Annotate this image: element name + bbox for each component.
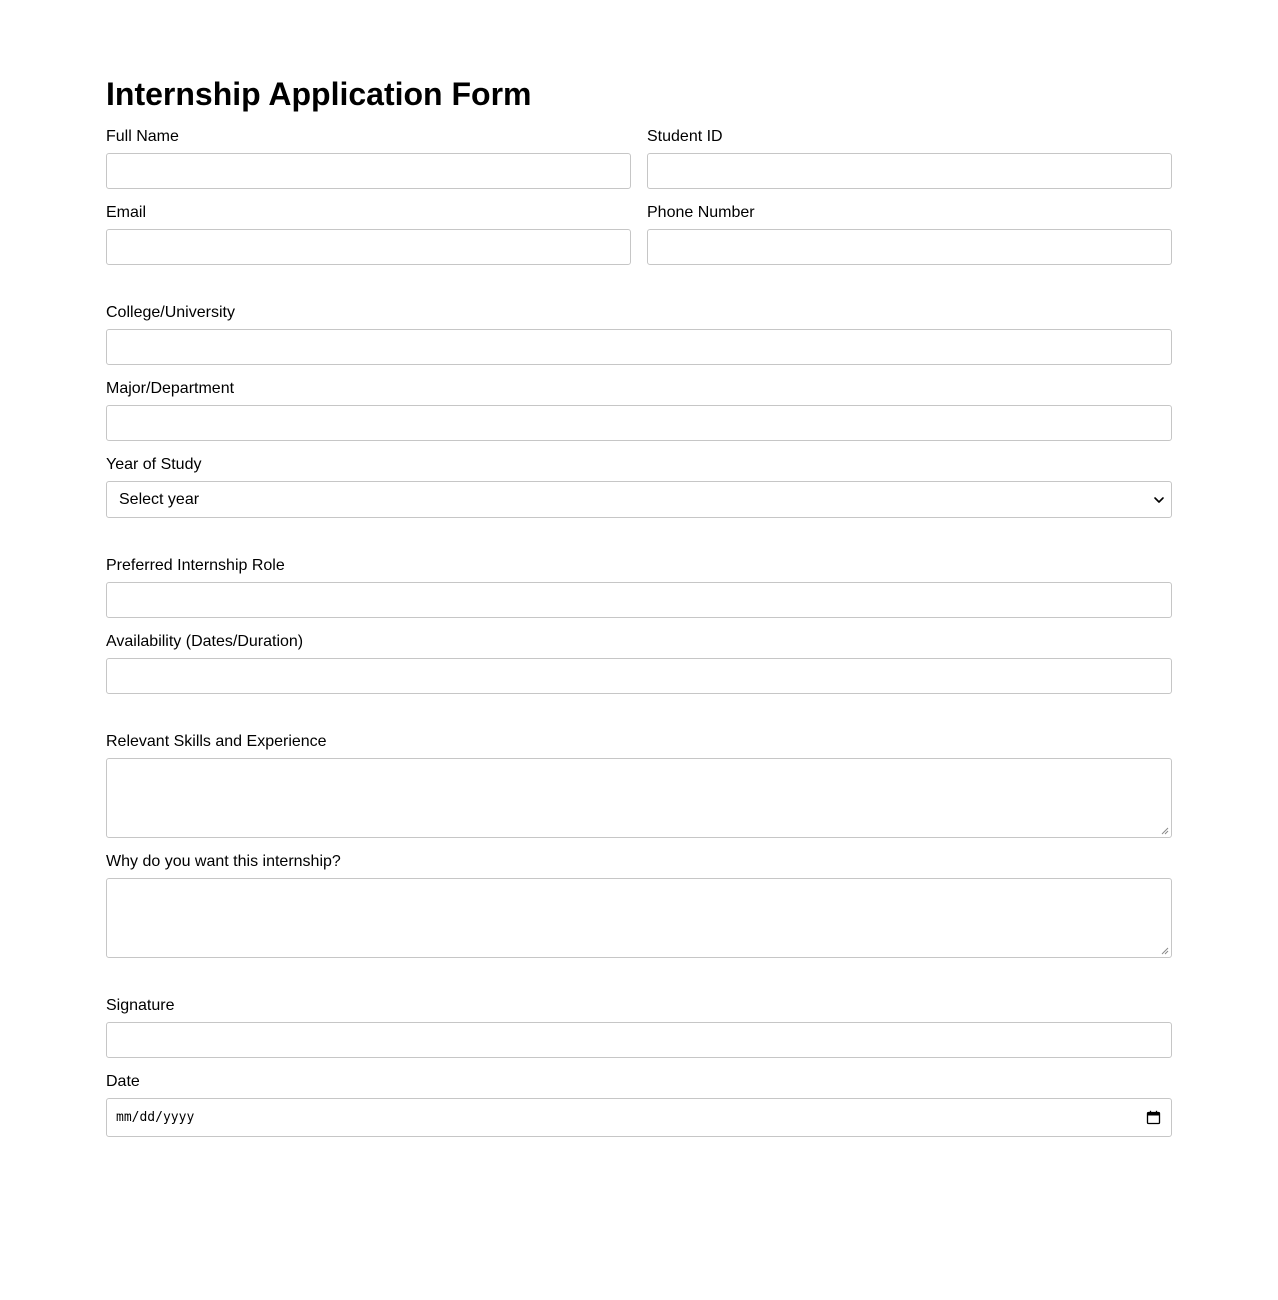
why-textarea[interactable] <box>106 878 1172 958</box>
why-label: Why do you want this internship? <box>106 853 341 870</box>
availability-input[interactable] <box>106 658 1172 694</box>
year-select-value: Select year <box>119 490 200 508</box>
skills-label: Relevant Skills and Experience <box>106 733 327 750</box>
major-input[interactable] <box>106 405 1172 441</box>
date-placeholder: mm/dd/yyyy <box>116 1110 195 1125</box>
college-input[interactable] <box>106 329 1172 365</box>
college-label: College/University <box>106 304 235 321</box>
email-label: Email <box>106 204 147 221</box>
resize-grip-icon[interactable] <box>1161 827 1169 835</box>
resize-grip-icon[interactable] <box>1161 947 1169 955</box>
skills-textarea[interactable] <box>106 758 1172 838</box>
signature-input[interactable] <box>106 1022 1172 1058</box>
availability-label: Availability (Dates/Duration) <box>106 633 304 650</box>
student-id-input[interactable] <box>647 153 1172 189</box>
full-name-input[interactable] <box>106 153 631 189</box>
calendar-icon[interactable] <box>1145 1110 1161 1126</box>
role-input[interactable] <box>106 582 1172 618</box>
phone-input[interactable] <box>647 229 1172 265</box>
phone-label: Phone Number <box>647 204 755 221</box>
date-label: Date <box>106 1073 140 1090</box>
role-label: Preferred Internship Role <box>106 557 285 574</box>
year-label: Year of Study <box>106 456 202 473</box>
chevron-down-icon <box>1153 494 1165 506</box>
email-input[interactable] <box>106 229 631 265</box>
major-label: Major/Department <box>106 380 235 397</box>
student-id-label: Student ID <box>647 128 723 145</box>
signature-label: Signature <box>106 997 175 1014</box>
full-name-label: Full Name <box>106 128 179 145</box>
year-select[interactable] <box>106 481 1172 518</box>
date-input[interactable] <box>106 1098 1172 1137</box>
page-title: Internship Application Form <box>106 76 532 112</box>
